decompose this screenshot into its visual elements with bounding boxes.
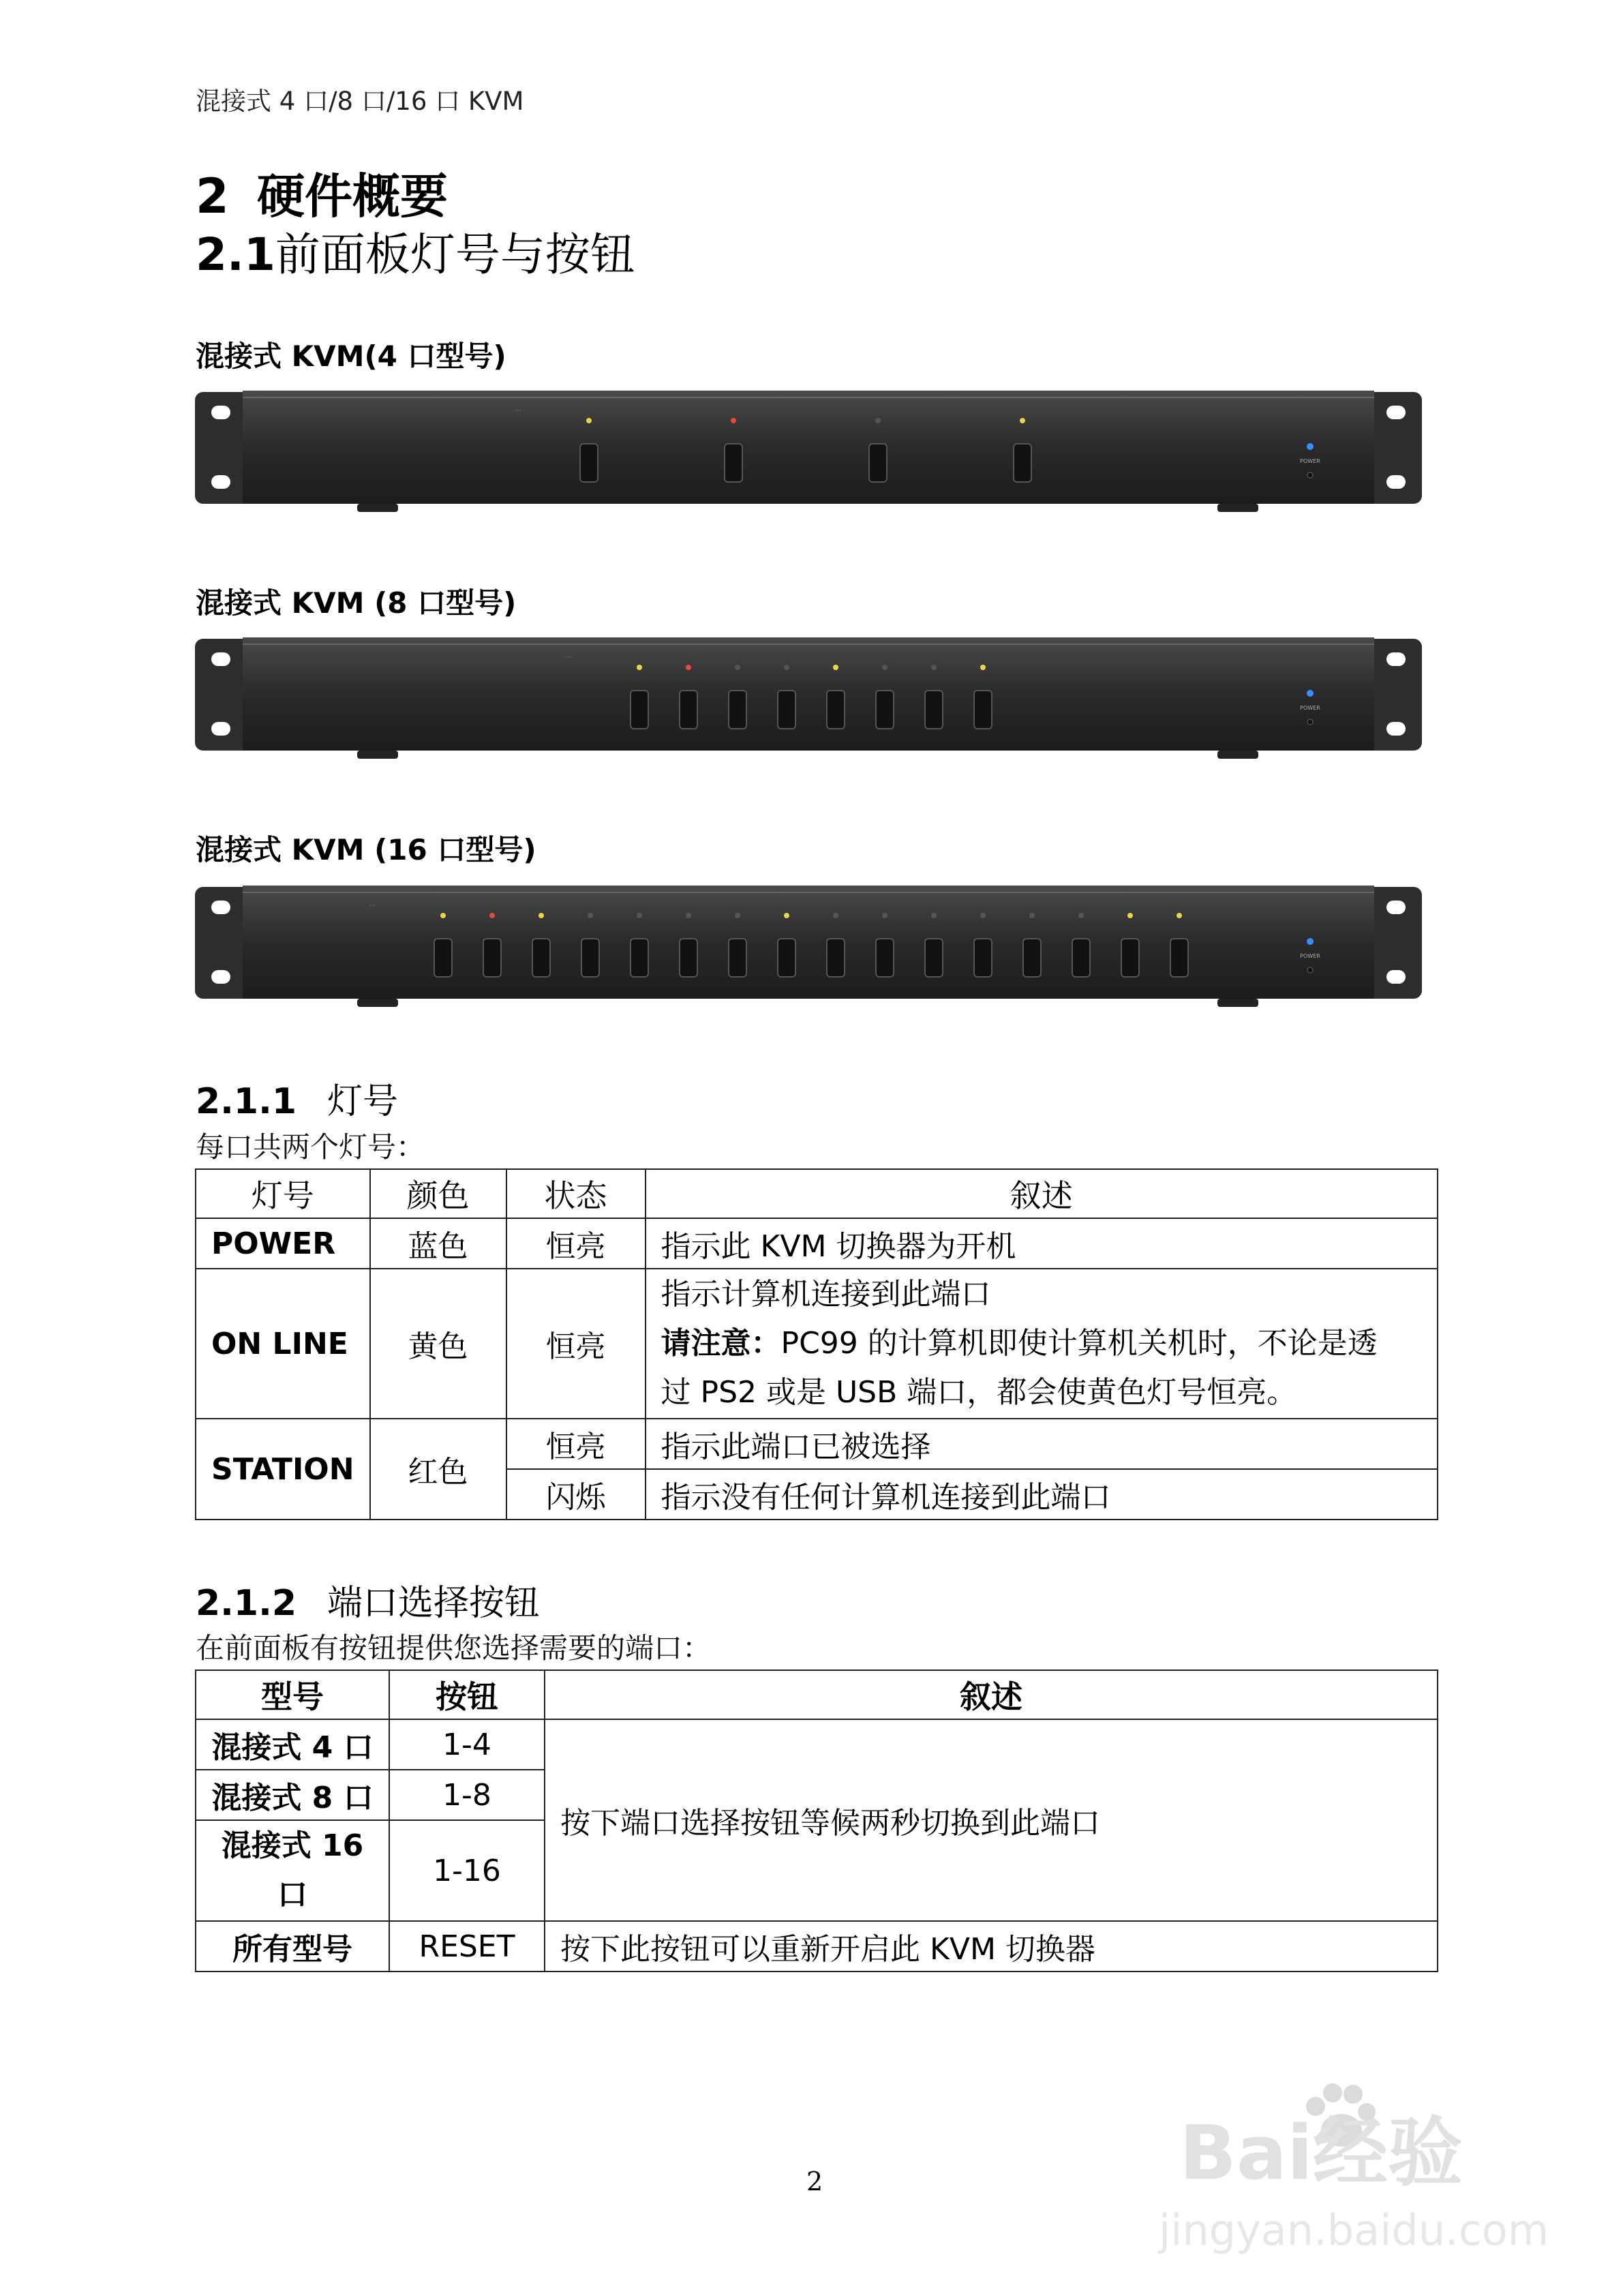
panel-body <box>243 391 1374 504</box>
light-color: 黄色 <box>370 1269 506 1419</box>
port-button <box>729 939 746 977</box>
port-button <box>827 939 845 977</box>
port-led <box>637 913 642 918</box>
port-button <box>483 939 501 977</box>
mount-hole <box>1386 901 1406 914</box>
port-button <box>1121 939 1139 977</box>
foot <box>1217 751 1258 759</box>
port-button <box>827 691 845 729</box>
table-header-row <box>196 1169 1438 1218</box>
watermark-url: jingyan.baidu.com <box>1159 2205 1549 2255</box>
reset-button <box>1307 967 1313 973</box>
port-button <box>974 939 992 977</box>
port-led <box>980 913 986 918</box>
port-led <box>1078 913 1084 918</box>
subsection-heading <box>196 218 635 283</box>
port-led <box>686 913 691 918</box>
section-heading <box>196 158 448 227</box>
port-button <box>434 939 452 977</box>
subsection-title: 前面板灯号与按钮 <box>275 228 635 281</box>
mount-hole <box>211 652 230 666</box>
col-header: 灯号 <box>196 1169 370 1218</box>
buttons-intro: 在前面板有按钮提供您选择需要的端口： <box>196 1631 712 1665</box>
port-button <box>974 691 992 729</box>
port-led <box>637 665 642 670</box>
note-label: 请注意： <box>661 1326 781 1361</box>
model-cell <box>196 1820 389 1921</box>
port-led <box>784 913 789 918</box>
foot <box>357 999 398 1007</box>
model-line: 口 <box>277 1877 307 1912</box>
port-led <box>686 665 691 670</box>
port-button <box>925 939 943 977</box>
port-led <box>735 665 740 670</box>
port-led <box>440 913 446 918</box>
port-led <box>1177 913 1182 918</box>
port-led <box>875 418 881 423</box>
foot <box>1217 999 1258 1007</box>
lights-table <box>195 1168 1438 1520</box>
port-led <box>1029 913 1035 918</box>
port-led <box>980 665 986 670</box>
panel-brand-text: ··· <box>515 408 521 414</box>
mount-hole <box>211 722 230 736</box>
mount-hole <box>1386 722 1406 736</box>
port-led <box>833 665 838 670</box>
port-button <box>876 939 894 977</box>
port-button <box>631 691 648 729</box>
port-button <box>778 939 795 977</box>
light-desc <box>646 1269 1438 1419</box>
col-header: 型号 <box>196 1670 389 1719</box>
port-button <box>680 691 697 729</box>
reset-button <box>1307 472 1313 478</box>
desc-note <box>661 1319 1422 1368</box>
table-row <box>196 1719 1438 1770</box>
button-cell: 1-8 <box>389 1770 545 1820</box>
light-state: 恒亮 <box>506 1419 646 1469</box>
table-row <box>196 1921 1438 1972</box>
table-row <box>196 1419 1438 1469</box>
mount-hole <box>211 406 230 419</box>
power-led <box>1307 690 1314 697</box>
lights-heading <box>196 1072 398 1123</box>
panel-body <box>243 886 1374 999</box>
mount-hole <box>1386 475 1406 489</box>
port-button <box>1023 939 1041 977</box>
table-row <box>196 1218 1438 1269</box>
light-desc: 指示没有任何计算机连接到此端口 <box>646 1469 1438 1520</box>
shared-desc-cell: 按下端口选择按钮等候两秒切换到此端口 <box>545 1719 1438 1921</box>
light-desc: 指示此端口已被选择 <box>646 1419 1438 1469</box>
port-button <box>925 691 943 729</box>
page-number: 2 <box>806 2166 823 2196</box>
port-led <box>784 665 789 670</box>
power-label: POWER <box>1300 705 1320 711</box>
table-header-row <box>196 1670 1438 1719</box>
port-led <box>882 913 888 918</box>
panel-brand-text: ··· <box>566 654 572 661</box>
foot <box>1217 504 1258 512</box>
port-led <box>588 913 593 918</box>
light-state: 恒亮 <box>506 1218 646 1269</box>
port-button <box>725 444 742 482</box>
kvm-front-panel <box>195 886 1422 1016</box>
col-header: 叙述 <box>545 1670 1438 1719</box>
port-led <box>931 665 937 670</box>
model-cell: 所有型号 <box>196 1921 389 1972</box>
port-button <box>729 691 746 729</box>
model-cell: 混接式 8 口 <box>196 1770 389 1820</box>
device-label-4: 混接式 KVM(4 口型号) <box>196 339 506 373</box>
desc-line: 指示计算机连接到此端口 <box>661 1277 991 1312</box>
port-led <box>833 913 838 918</box>
port-led <box>882 665 888 670</box>
mount-hole <box>1386 970 1406 984</box>
port-led <box>931 913 937 918</box>
table-row <box>196 1269 1438 1419</box>
port-led <box>539 913 544 918</box>
kvm-front-panel <box>195 637 1422 768</box>
reset-button <box>1307 719 1313 725</box>
mount-hole <box>211 970 230 984</box>
port-button <box>876 691 894 729</box>
foot <box>357 504 398 512</box>
col-header: 叙述 <box>646 1169 1438 1218</box>
device-label-16: 混接式 KVM (16 口型号) <box>196 833 536 866</box>
light-desc: 指示此 KVM 切换器为开机 <box>646 1218 1438 1269</box>
desc-line: 过 PS2 或是 USB 端口，都会使黄色灯号恒亮。 <box>661 1375 1297 1410</box>
port-button <box>1014 444 1031 482</box>
light-name: ON LINE <box>196 1269 370 1419</box>
mount-hole <box>211 475 230 489</box>
port-button <box>778 691 795 729</box>
device-panel-4port <box>195 391 1422 522</box>
subsection-number: 2.1 <box>196 228 275 281</box>
panel-body <box>243 637 1374 751</box>
col-header: 状态 <box>506 1169 646 1218</box>
port-button <box>580 444 598 482</box>
buttons-heading <box>196 1574 540 1625</box>
button-cell: 1-4 <box>389 1719 545 1770</box>
foot <box>357 751 398 759</box>
panel-brand-text: ··· <box>369 903 376 909</box>
power-led <box>1307 443 1314 450</box>
section-number: 2 <box>196 168 229 224</box>
port-button <box>532 939 550 977</box>
button-cell: RESET <box>389 1921 545 1972</box>
port-led <box>735 913 740 918</box>
power-label: POWER <box>1300 953 1320 959</box>
light-color: 蓝色 <box>370 1218 506 1269</box>
running-header: 混接式 4 口/8 口/16 口 KVM <box>196 87 524 116</box>
light-name: POWER <box>196 1218 370 1269</box>
port-button <box>1072 939 1090 977</box>
port-led <box>731 418 736 423</box>
device-label-8: 混接式 KVM (8 口型号) <box>196 586 517 620</box>
port-button <box>581 939 599 977</box>
model-line: 混接式 16 <box>221 1828 364 1863</box>
power-label: POWER <box>1300 458 1320 464</box>
power-led <box>1307 938 1314 945</box>
port-button <box>869 444 887 482</box>
device-panel-16port <box>195 886 1422 1016</box>
buttons-heading-title: 端口选择按钮 <box>327 1583 541 1624</box>
port-led <box>586 418 592 423</box>
lights-intro: 每口共两个灯号： <box>196 1130 425 1164</box>
desc-cell: 按下此按钮可以重新开启此 KVM 切换器 <box>545 1921 1438 1972</box>
model-cell: 混接式 4 口 <box>196 1719 389 1770</box>
kvm-front-panel <box>195 391 1422 522</box>
port-led <box>1020 418 1025 423</box>
buttons-table <box>195 1670 1438 1972</box>
note-text: PC99 的计算机即使计算机关机时，不论是透 <box>780 1326 1378 1361</box>
watermark-brand: Bai经验 <box>1179 2109 1463 2196</box>
port-button <box>680 939 697 977</box>
port-led <box>489 913 495 918</box>
mount-hole <box>1386 652 1406 666</box>
mount-hole <box>211 901 230 914</box>
col-header: 颜色 <box>370 1169 506 1218</box>
light-color: 红色 <box>370 1419 506 1520</box>
mount-hole <box>1386 406 1406 419</box>
lights-heading-title: 灯号 <box>327 1081 399 1122</box>
port-button <box>631 939 648 977</box>
port-button <box>1170 939 1188 977</box>
buttons-heading-number: 2.1.2 <box>196 1583 297 1624</box>
col-header: 按钮 <box>389 1670 545 1719</box>
button-cell: 1-16 <box>389 1820 545 1921</box>
section-title: 硬件概要 <box>257 168 448 224</box>
light-state: 恒亮 <box>506 1269 646 1419</box>
light-name: STATION <box>196 1419 370 1520</box>
baidu-watermark <box>1118 2086 1549 2263</box>
device-panel-8port <box>195 637 1422 768</box>
lights-heading-number: 2.1.1 <box>196 1081 297 1122</box>
light-state: 闪烁 <box>506 1469 646 1520</box>
port-led <box>1127 913 1133 918</box>
